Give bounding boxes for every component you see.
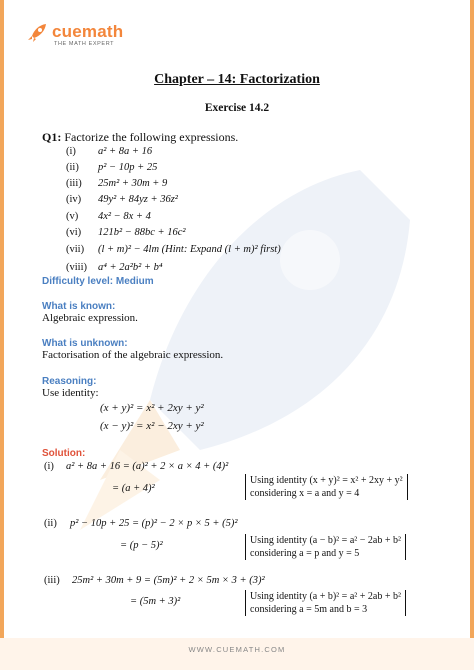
identity-note-box [245, 474, 408, 500]
identity-note: Using identity (x + y)² = x² + 2xy + y² [250, 475, 403, 486]
question-text: Factorize the following expressions. [64, 130, 239, 144]
rocket-icon [26, 22, 48, 44]
identity-note: Using identity (a − b)² = a² − 2ab + b² [250, 535, 401, 546]
identity-note: Using identity (a + b)² = a² + 2ab + b² [250, 591, 401, 602]
item-number: (vii) [66, 244, 85, 255]
solution-result: = (a + 4)² [112, 483, 155, 494]
item-number: (ii) [66, 162, 79, 173]
consideration-note: considering x = a and y = 4 [250, 488, 360, 499]
item-number: (v) [66, 211, 79, 222]
solution-result: = (p − 5)² [120, 540, 163, 551]
reasoning-text: Use identity: [42, 387, 99, 399]
known-text: Algebraic expression. [42, 312, 138, 324]
item-expression: 4x² − 8x + 4 [98, 211, 151, 222]
item-number: (viii) [66, 262, 87, 273]
consideration-note: considering a = p and y = 5 [250, 548, 360, 559]
item-number: (vi) [66, 227, 82, 238]
solution-number: (ii) [44, 518, 57, 529]
footer-url[interactable]: WWW.CUEMATH.COM [188, 645, 286, 654]
chapter-title: Chapter – 14: Factorization [154, 72, 320, 87]
brand-name: cuemath [52, 22, 124, 41]
solution-line: 25m² + 30m + 9 = (5m)² + 2 × 5m × 3 + (3)² [72, 575, 265, 586]
footer-bar [0, 638, 474, 670]
solution-result: = (5m + 3)² [130, 596, 181, 607]
item-number: (iii) [66, 178, 82, 189]
exercise-title: Exercise 14.2 [204, 102, 270, 114]
right-accent-border [470, 0, 474, 670]
item-expression: (l + m)² − 4lm (Hint: Expand (l + m)² first) [98, 244, 281, 255]
identity-note-box [245, 590, 406, 616]
unknown-heading: What is unknown: [42, 338, 128, 349]
item-expression: a⁴ + 2a²b² + b⁴ [98, 262, 163, 273]
question-1 [42, 130, 238, 145]
known-heading: What is known: [42, 301, 116, 312]
solution-heading: Solution: [42, 448, 86, 459]
left-accent-border [0, 0, 4, 670]
solution-line: a² + 8a + 16 = (a)² + 2 × a × 4 + (4)² [66, 461, 229, 472]
item-expression: 49y² + 84yz + 36z² [98, 194, 178, 205]
solution-number: (iii) [44, 575, 60, 586]
item-number: (i) [66, 146, 76, 157]
reasoning-heading: Reasoning: [42, 376, 97, 387]
item-expression: p² − 10p + 25 [98, 162, 158, 173]
solution-number: (i) [44, 461, 54, 472]
item-number: (iv) [66, 194, 82, 205]
identity-1: (x + y)² = x² + 2xy + y² [100, 402, 204, 414]
unknown-text: Factorisation of the algebraic expression. [42, 349, 224, 361]
item-expression: 25m² + 30m + 9 [98, 178, 168, 189]
brand-tagline: THE MATH EXPERT [54, 41, 115, 47]
item-expression: 121b² − 88bc + 16c² [98, 227, 186, 238]
solution-line: p² − 10p + 25 = (p)² − 2 × p × 5 + (5)² [70, 518, 238, 529]
identity-2: (x − y)² = x² − 2xy + y² [100, 420, 204, 432]
identity-note-box [245, 534, 406, 560]
question-label: Q1: [42, 130, 62, 144]
difficulty-label: Difficulty level: Medium [42, 276, 154, 287]
item-expression: a² + 8a + 16 [98, 146, 153, 157]
consideration-note: considering a = 5m and b = 3 [250, 604, 368, 615]
